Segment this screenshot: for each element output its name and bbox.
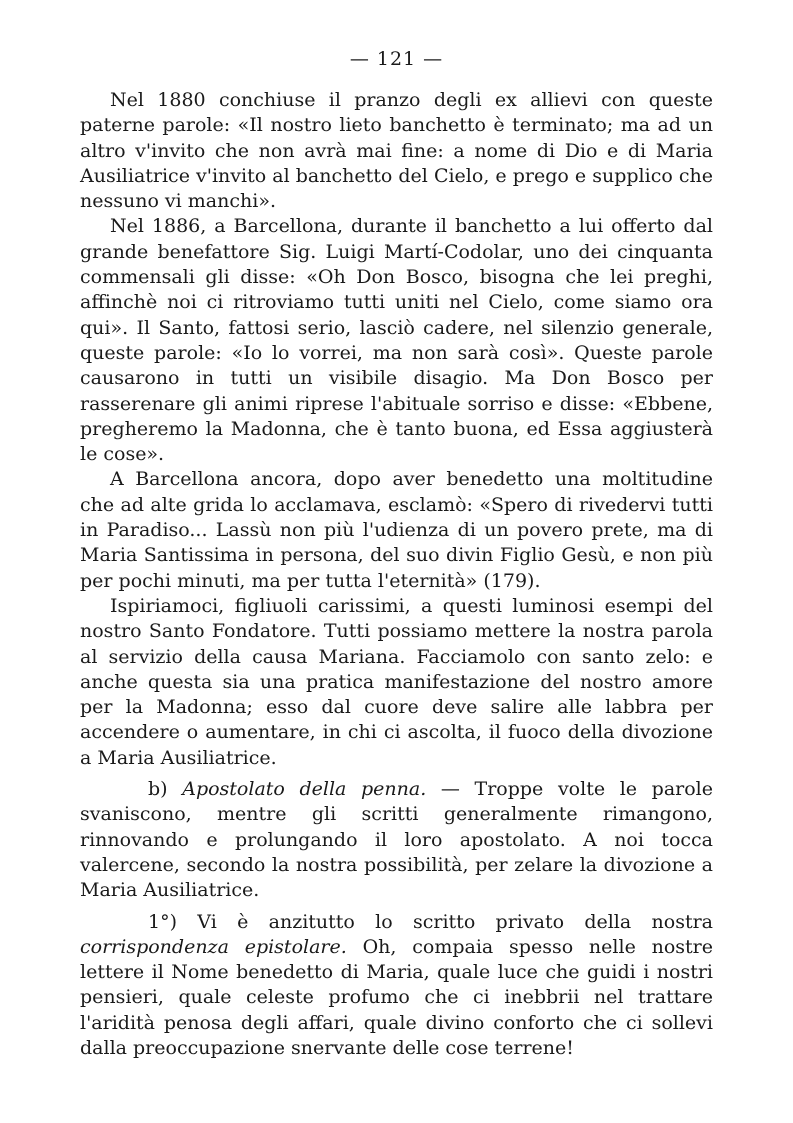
paragraph-barcelona-crowd: A Barcellona ancora, dopo aver benedetto una moltitudine che ad alte grida lo acclamava, esclamò: «Spero di rivedervi tutti in Paradiso... Lassù non più l'udienza di un povero prete, ma di Maria Santissima in persona, del suo divin Figlio Gesù, e non più per pochi minuti, ma per tutta l'eternità» (179). [80, 468, 713, 592]
section-b-label: b) [148, 778, 183, 801]
section-b-title: Apostolato della penna. [182, 778, 427, 801]
point-1-text: Oh, compaia spesso nelle nostre lettere il Nome benedetto di Maria, quale luce che guidi i nostri pensieri, quale celeste profumo che ci inebbrii nel trattare l'aridità penosa degli affari, quale divino conforto che ci sollevi dalla preoccupazione snervante delle cose terrene! [80, 935, 714, 1059]
point-1-label: 1°) Vi è anzitutto lo scritto privato della nostra [148, 910, 713, 933]
point-1-title: corrispondenza epistolare. [80, 935, 347, 958]
point-1-correspondence [80, 910, 713, 1062]
paragraph-1880-banquet: Nel 1880 conchiuse il pranzo degli ex allievi con queste paterne parole: «Il nostro lieto banchetto è terminato; ma ad un altro v'invito che non avrà mai fine: a nome di Dio e di Maria Ausiliatrice v'invito al banchetto del Cielo, e prego e supplico che nessuno vi manchi». [80, 89, 713, 213]
section-b-text: — Troppe volte le parole svaniscono, mentre gli scritti generalmente rimangono, rinnovando e prolungando il loro apostolato. A noi tocca valercene, secondo la nostra possibilità, per zelare la divozione a Maria Ausiliatrice. [80, 778, 713, 902]
book-page [80, 44, 713, 1061]
paragraph-1886-barcelona: Nel 1886, a Barcellona, durante il banchetto a lui offerto dal grande benefattore Sig. Luigi Martí-Codolar, uno dei cinquanta commensali gli disse: «Oh Don Bosco, bisogna che lei preghi, affinchè noi ci ritroviamo tutti uniti nel Cielo, come siamo ora qui». Il Santo, fattosi serio, lasciò cadere, nel silenzio generale, queste parole: «Io lo vorrei, ma non sarà così». Queste parole causarono in tutti un visibile disagio. Ma Don Bosco per rasserenare gli animi riprese l'abituale sorriso e disse: «Ebbene, pregheremo la Madonna, che è tanto buona, ed Essa aggiusterà le cose». [80, 215, 713, 466]
paragraph-exhortation: Ispiriamoci, figliuoli carissimi, a questi luminosi esempi del nostro Santo Fondatore. Tutti possiamo mettere la nostra parola al servizio della causa Mariana. Facciamolo con santo zelo: e anche questa sia una pratica manifestazione del nostro amore per la Madonna; esso dal cuore deve salire alle labbra per accendere o aumentare, in chi ci ascolta, il fuoco della divozione a Maria Ausiliatrice. [80, 594, 713, 769]
section-b-apostolate-pen [80, 777, 713, 903]
page-number: — 121 — [349, 48, 444, 70]
